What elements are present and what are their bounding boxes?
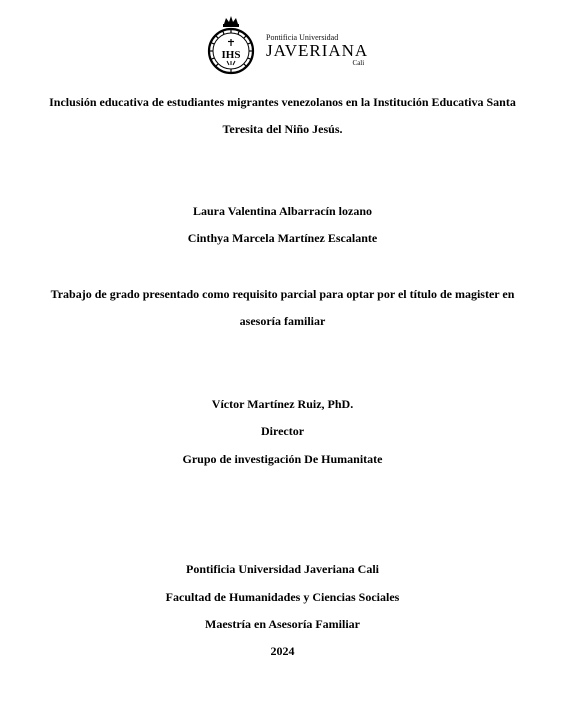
purpose-line-2: asesoría familiar — [239, 314, 326, 328]
author-1: Laura Valentina Albarracín lozano — [192, 204, 373, 218]
logo-line-cali: Cali — [352, 59, 365, 67]
program-name: Maestría en Asesoría Familiar — [205, 617, 360, 631]
year: 2024 — [270, 644, 295, 658]
javeriana-seal-icon — [202, 14, 260, 76]
title-line-1: Inclusión educativa de estudiantes migrantes venezolanos en la Institución Educativa Santa — [49, 95, 516, 109]
author-2: Cinthya Marcela Martínez Escalante — [187, 231, 378, 245]
logo-line-pontificia: Pontificia Universidad — [266, 33, 339, 42]
title-line-2: Teresita del Niño Jesús. — [222, 122, 343, 136]
university-name: Pontificia Universidad Javeriana Cali — [186, 562, 379, 576]
purpose-line-1: Trabajo de grado presentado como requisito parcial para optar por el título de magister en — [50, 287, 515, 301]
faculty-name: Facultad de Humanidades y Ciencias Sociales — [165, 590, 400, 604]
director-role: Director — [260, 424, 305, 438]
seal-letters: IHS — [221, 49, 241, 61]
logo-wordmark — [266, 33, 368, 67]
logo-line-javeriana: JAVERIANA — [266, 41, 369, 60]
university-logo — [200, 14, 370, 76]
director-name: Víctor Martínez Ruiz, PhD. — [211, 397, 354, 411]
research-group: Grupo de investigación De Humanitate — [182, 452, 383, 466]
